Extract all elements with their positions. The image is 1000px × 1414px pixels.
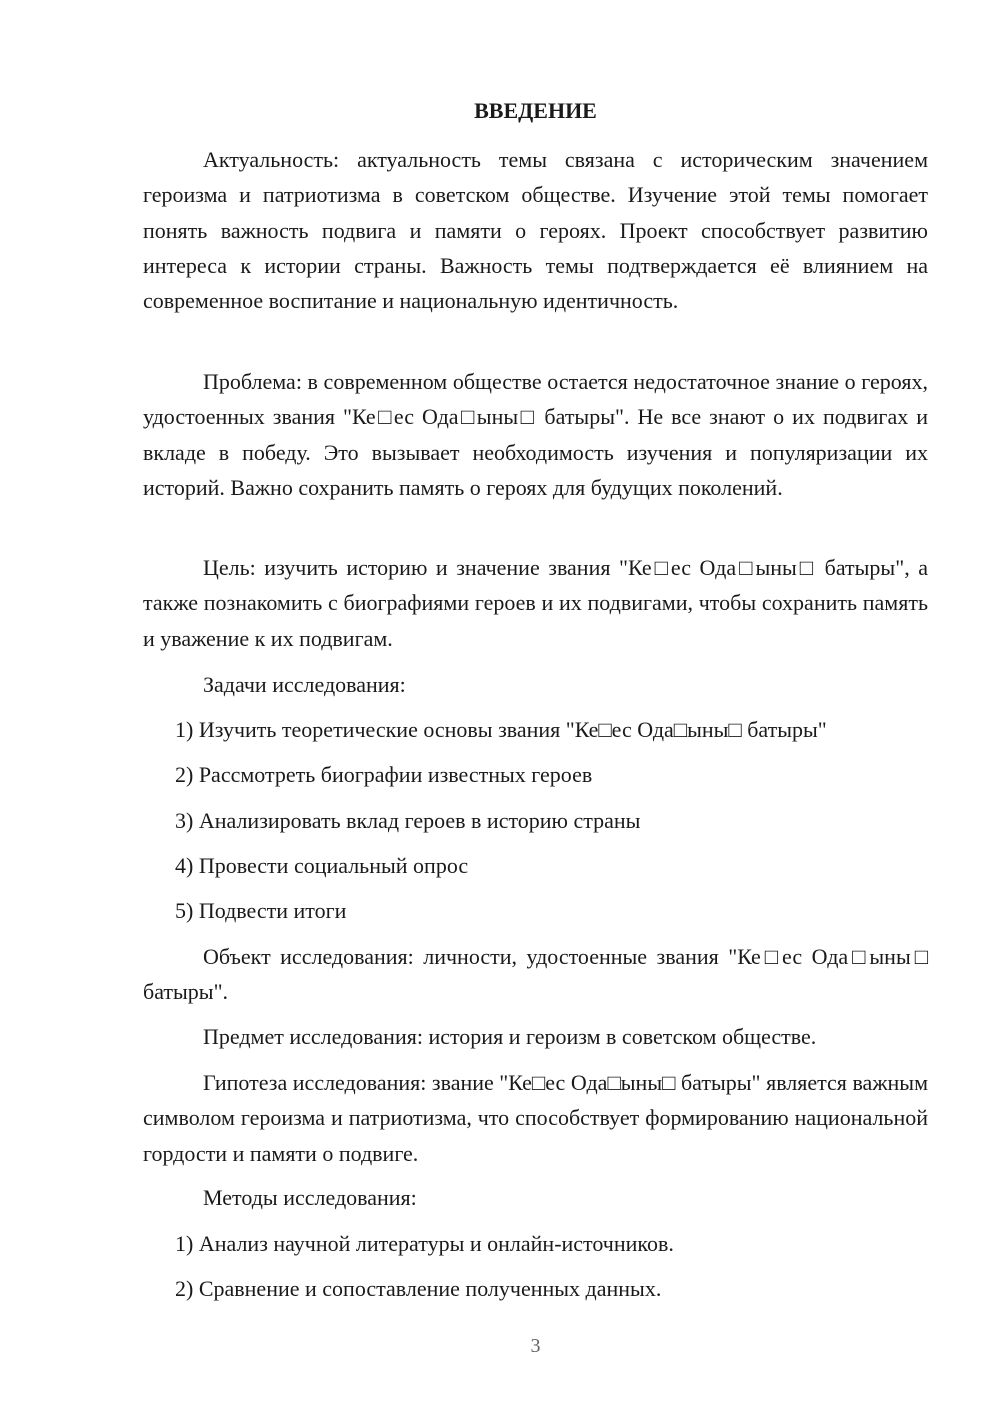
relevance-paragraph: Актуальность: актуальность темы связана с историческим значением героизма и патриотизма в советском обществе. Изучение этой темы помогает понять важность подвига и памяти о героях. Проект способствует развитию интереса к истории страны. Важность темы подтверждается её влиянием на современное воспитание и национальную идентичность. xyxy=(143,147,928,314)
task-item-1: 1) Изучить теоретические основы звания "Ке□ес Ода□ыны□ батыры" xyxy=(175,717,827,742)
task-item-4: 4) Провести социальный опрос xyxy=(175,853,469,878)
problem-paragraph: Проблема: в современном обществе остается недостаточное знание о героях, удостоенных звания "Ке□ес Ода□ыны□ батыры". Не все знают о их подвигах и вкладе в победу. Это вызывает необходимость изучения и популяризации их историй. Важно сохранить память о героях для будущих поколений. xyxy=(143,369,928,500)
task-item-5: 5) Подвести итоги xyxy=(175,898,347,923)
object-paragraph: Объект исследования: личности, удостоенные звания "Ке□ес Ода□ыны□ батыры". xyxy=(143,944,928,1005)
methods-heading: Методы исследования: xyxy=(203,1185,417,1210)
task-item-2: 2) Рассмотреть биографии известных героев xyxy=(175,762,593,787)
method-item-1: 1) Анализ научной литературы и онлайн-источников. xyxy=(175,1231,674,1256)
subject-paragraph: Предмет исследования: история и героизм в советском обществе. xyxy=(203,1024,817,1049)
tasks-heading: Задачи исследования: xyxy=(203,672,406,697)
task-item-3: 3) Анализировать вклад героев в историю страны xyxy=(175,808,641,833)
method-item-2: 2) Сравнение и сопоставление полученных данных. xyxy=(175,1276,662,1301)
hypothesis-paragraph: Гипотеза исследования: звание "Ке□ес Ода□ыны□ батыры" является важным символом героизма и патриотизма, что способствует формированию национальной гордости и памяти о подвиге. xyxy=(143,1070,928,1166)
document-page xyxy=(143,0,928,1414)
page-number: 3 xyxy=(530,1335,541,1357)
goal-paragraph: Цель: изучить историю и значение звания "Ке□ес Ода□ыны□ батыры", а также познакомить с биографиями героев и их подвигами, чтобы сохранить память и уважение к их подвигам. xyxy=(143,555,928,651)
page-title: ВВЕДЕНИЕ xyxy=(474,98,597,123)
